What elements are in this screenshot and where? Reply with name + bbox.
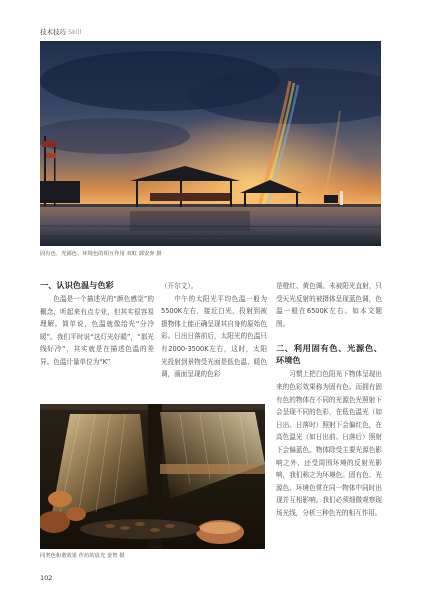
column-2 [161,280,267,381]
header-subtitle: Skill [68,28,82,36]
section1-heading: 一、认识色温与色彩 [40,280,114,290]
column-1 [40,279,154,369]
page-number: 102 [40,574,53,582]
section1-para1-cont: （开尔文）。 [161,282,198,290]
column-3 [276,280,382,520]
figure1-caption: 固有色、光源色、环境色的相互作用 双虹 郭安奔 摄 [40,251,162,257]
section1-para2-cont: 是橙红、黄色调。未被阳光直射，只受天光反射的被摄体呈现蓝色调，色温一般在6500K左右。如本文题图。 [276,282,382,328]
running-header [40,27,81,36]
section1-para1: 色温是一个描述光的“颜色感觉”的概念，听起来有点专业，但其实很容易理解。简单说，色温就像给光“分冷暖”。我们平时说“这灯光好暖”，“那光线好冷”，其实就是在描述色温的差异。色温计量单位为“K” [40,295,154,366]
header-title: 技术技巧 [40,28,66,36]
section2-heading: 二、利用固有色、光源色、环境色 [276,343,382,366]
photo-workshop-morning-light [40,404,265,549]
section1-para2: 中午的太阳光平均色温一般为5500K左右，接近白光，投射到被摄物体上能正确呈现其自身的原始色彩。日出日落前后，太阳光的色温只有2000-3500K左右，这时，太阳光投射到景物受光面是低色温、暖色调，画面呈现的色彩 [161,294,267,379]
title-photo-double-rainbow [40,41,381,246]
section2-para1: 习惯上把白色阳光下物体呈现出来的色彩效果称为固有色。而拥有固有色的物体在不同的光源色光照射下会呈现不同的色彩，在低色温光（如日出、日落时）照射下会偏红色，在高色温光（如日出前、日落后）照射下会偏蓝色。物体除受主要光源色影响之外，还受周围环境的反射光影响，我们称之为环境色。固有色、光源色、环境色常在同一物体中同时出现并互相影响。我们必须细微观察现场光线，分析三种色光的相互作用。 [276,370,382,517]
figure2-caption: 同类色和谐效果 作坊的晨光 姜智 摄 [40,553,125,559]
